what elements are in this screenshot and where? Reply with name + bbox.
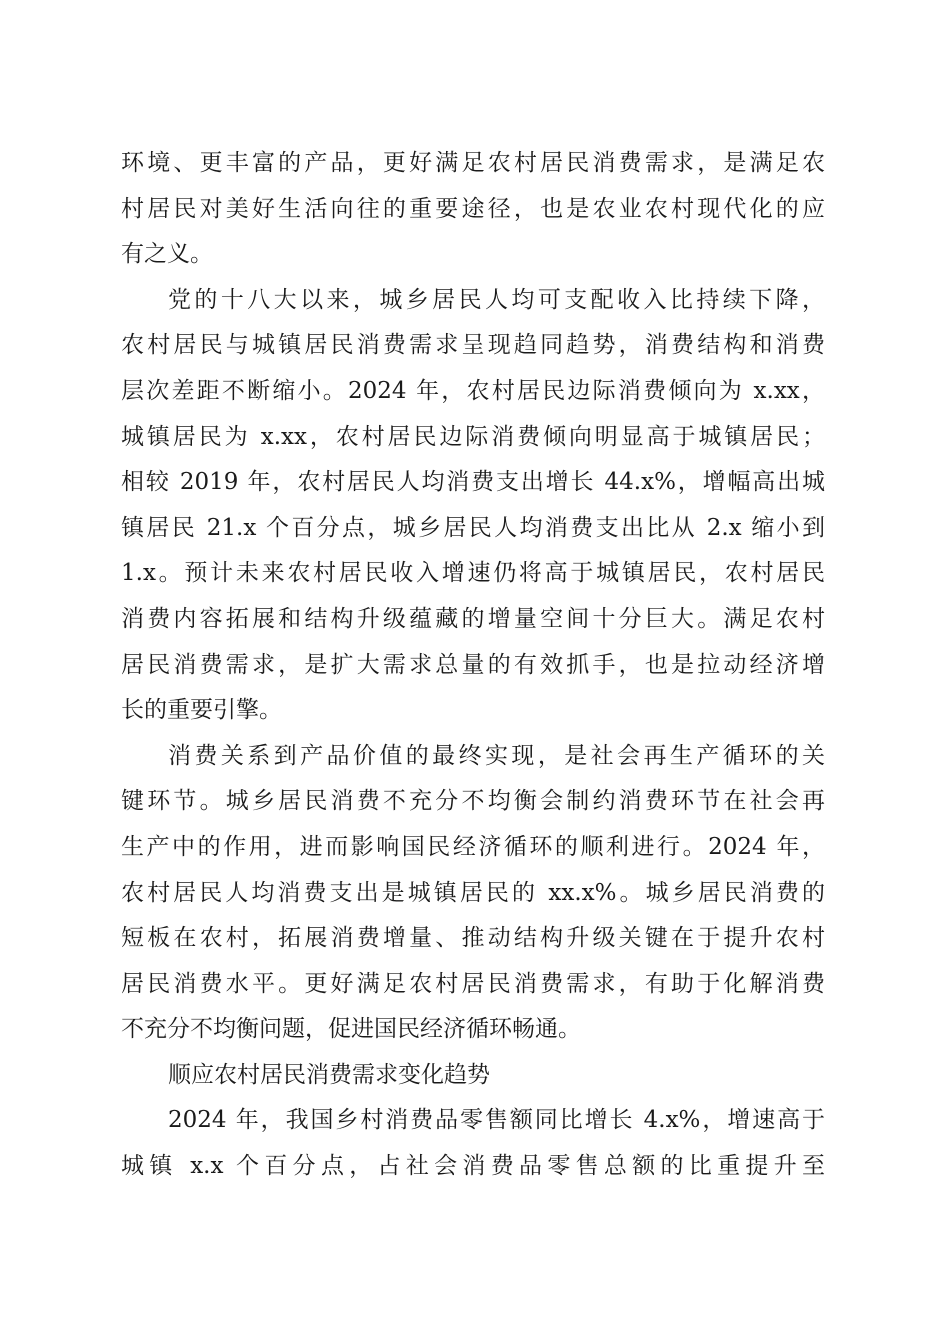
text-line: 农村居民与城镇居民消费需求呈现趋同趋势，消费结构和消费	[121, 332, 825, 359]
text-line: 消费关系到产品价值的最终实现，是社会再生产循环的关	[168, 742, 825, 769]
document-body	[121, 141, 825, 1190]
text-line: 不充分不均衡问题，促进国民经济循环畅通。	[121, 1016, 581, 1043]
paragraph	[121, 141, 825, 278]
text-line: 1.x。预计未来农村居民收入增速仍将高于城镇居民，农村居民	[121, 560, 825, 587]
text-line: 生产中的作用，进而影响国民经济循环的顺利进行。2024 年，	[121, 833, 825, 860]
text-line: 键环节。城乡居民消费不充分不均衡会制约消费环节在社会再	[121, 788, 825, 815]
text-line: 农村居民人均消费支出是城镇居民的 xx.x%。城乡居民消费的	[121, 879, 825, 906]
section-heading-text: 顺应农村居民消费需求变化趋势	[168, 1061, 490, 1088]
text-line: 镇居民 21.x 个百分点，城乡居民人均消费支出比从 2.x 缩小到	[121, 514, 825, 541]
section-heading	[121, 1053, 825, 1099]
text-line: 党的十八大以来，城乡居民人均可支配收入比持续下降，	[168, 286, 825, 313]
paragraph	[121, 278, 825, 734]
text-line: 居民消费水平。更好满足农村居民消费需求，有助于化解消费	[121, 970, 825, 997]
text-line: 消费内容拓展和结构升级蕴藏的增量空间十分巨大。满足农村	[121, 605, 825, 632]
text-line: 2024 年，我国乡村消费品零售额同比增长 4.x%，增速高于	[168, 1107, 825, 1134]
text-line: 长的重要引擎。	[121, 697, 282, 724]
text-line: 村居民对美好生活向往的重要途径，也是农业农村现代化的应	[121, 195, 825, 222]
text-line: 居民消费需求，是扩大需求总量的有效抓手，也是拉动经济增	[121, 651, 825, 678]
text-line: 短板在农村，拓展消费增量、推动结构升级关键在于提升农村	[121, 925, 825, 952]
text-line: 相较 2019 年，农村居民人均消费支出增长 44.x%，增幅高出城	[121, 469, 825, 496]
text-line: 城镇 x.x 个百分点，占社会消费品零售总额的比重提升至	[121, 1153, 825, 1180]
text-line: 城镇居民为 x.xx，农村居民边际消费倾向明显高于城镇居民；	[121, 423, 825, 450]
text-line: 层次差距不断缩小。2024 年，农村居民边际消费倾向为 x.xx，	[121, 377, 825, 404]
paragraph	[121, 734, 825, 1053]
text-line: 有之义。	[121, 241, 213, 268]
text-line: 环境、更丰富的产品，更好满足农村居民消费需求，是满足农	[121, 150, 825, 176]
paragraph	[121, 1098, 825, 1189]
